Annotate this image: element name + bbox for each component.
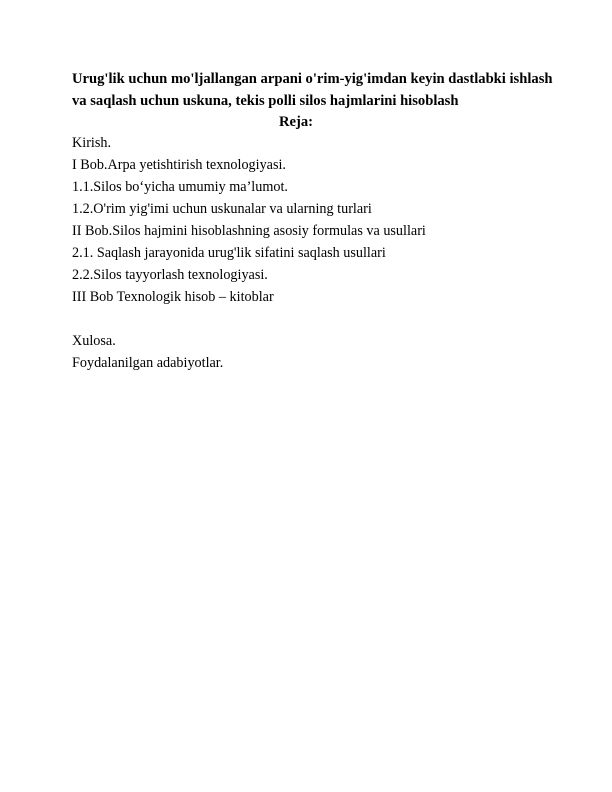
toc-item-conclusion: Xulosa. bbox=[72, 333, 116, 349]
toc-item-introduction: Kirish. bbox=[72, 135, 112, 151]
toc-item-chapter-1: I Bob.Arpa yetishtirish texnologiyasi. bbox=[72, 157, 286, 173]
toc-spacer bbox=[72, 308, 426, 330]
toc-item-section-2-1: 2.1. Saqlash jarayonida urug'lik sifatini saqlash usullari bbox=[72, 245, 386, 261]
toc-item-references: Foydalanilgan adabiyotlar. bbox=[72, 355, 224, 371]
plan-heading-row bbox=[0, 111, 612, 133]
toc-item-section-1-1: 1.1.Silos bo‘yicha umumiy ma’lumot. bbox=[72, 179, 288, 195]
table-of-contents bbox=[72, 132, 426, 374]
toc-item-section-2-2: 2.2.Silos tayyorlash texnologiyasi. bbox=[72, 267, 268, 283]
toc-item-section-1-2: 1.2.O'rim yig'imi uchun uskunalar va ularning turlari bbox=[72, 201, 372, 217]
title-line-1: Urug'lik uchun mo'ljallangan arpani o'rim-yig'imdan keyin dastlabki ishlash bbox=[72, 71, 553, 87]
toc-item-chapter-3: III Bob Texnologik hisob – kitoblar bbox=[72, 289, 274, 305]
plan-heading: Reja: bbox=[278, 114, 314, 130]
toc-item-chapter-2: II Bob.Silos hajmini hisoblashning asosiy formulas va usullari bbox=[72, 223, 426, 239]
title-line-2: va saqlash uchun uskuna, tekis polli silos hajmlarini hisoblash bbox=[72, 93, 459, 109]
document-title bbox=[72, 68, 552, 112]
